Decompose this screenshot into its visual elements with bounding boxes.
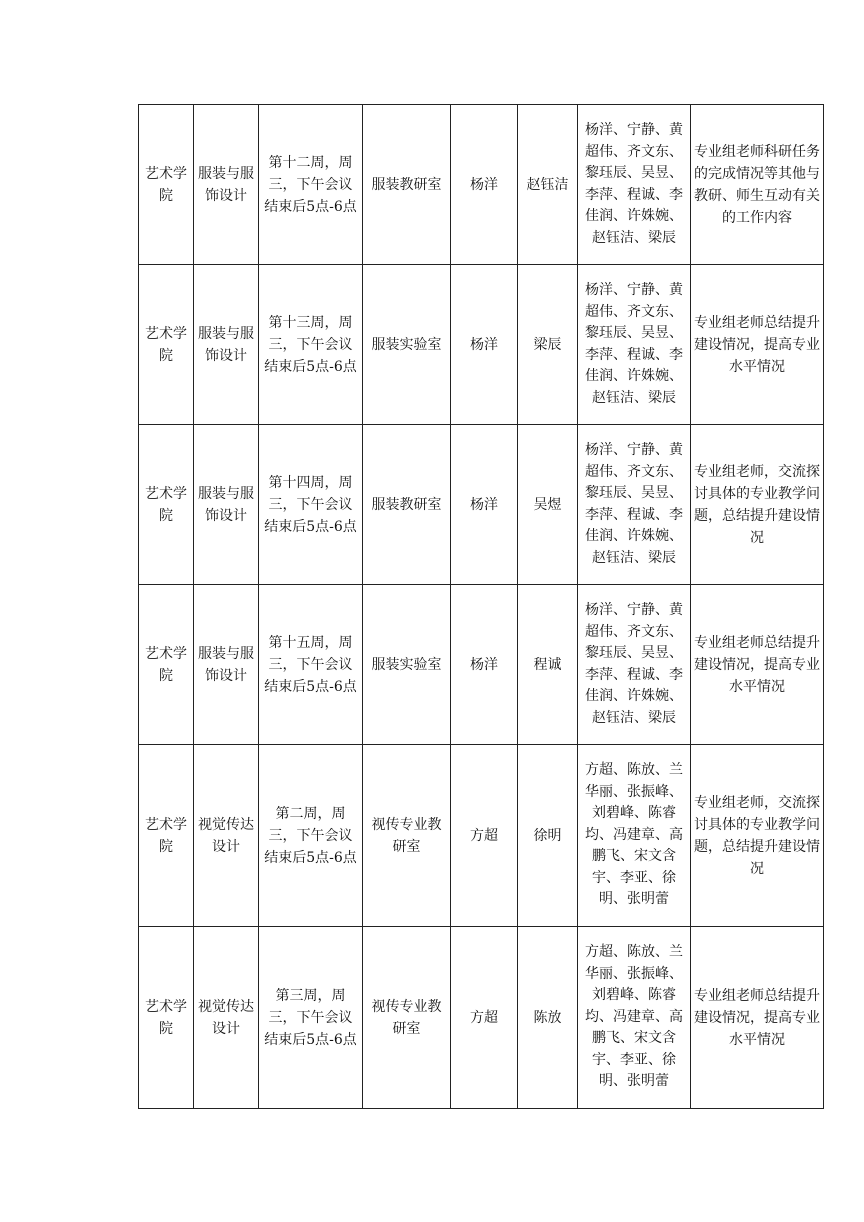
leader-cell: 方超 bbox=[451, 745, 518, 927]
content-cell: 专业组老师，交流探讨具体的专业教学问题，总结提升建设情况 bbox=[691, 425, 824, 585]
major-cell: 服装与服饰设计 bbox=[194, 105, 259, 265]
time-cell: 第三周，周三，下午会议结束后5点-6点 bbox=[259, 927, 363, 1109]
time-cell: 第十四周，周三，下午会议结束后5点-6点 bbox=[259, 425, 363, 585]
college-cell: 艺术学院 bbox=[139, 927, 194, 1109]
major-cell: 服装与服饰设计 bbox=[194, 265, 259, 425]
location-cell: 服装实验室 bbox=[363, 265, 451, 425]
content-cell: 专业组老师，交流探讨具体的专业教学问题，总结提升建设情况 bbox=[691, 745, 824, 927]
leader-cell: 方超 bbox=[451, 927, 518, 1109]
table-row bbox=[139, 265, 824, 425]
time-cell: 第十三周，周三，下午会议结束后5点-6点 bbox=[259, 265, 363, 425]
members-cell: 方超、陈放、兰华丽、张振峰、刘碧峰、陈睿均、冯建章、高鹏飞、宋文含宇、李亚、徐明、张明蕾 bbox=[578, 745, 691, 927]
recorder-cell: 陈放 bbox=[518, 927, 578, 1109]
recorder-cell: 梁辰 bbox=[518, 265, 578, 425]
recorder-cell: 徐明 bbox=[518, 745, 578, 927]
recorder-cell: 赵钰洁 bbox=[518, 105, 578, 265]
location-cell: 服装实验室 bbox=[363, 585, 451, 745]
time-cell: 第二周，周三，下午会议结束后5点-6点 bbox=[259, 745, 363, 927]
college-cell: 艺术学院 bbox=[139, 265, 194, 425]
members-cell: 杨洋、宁静、黄超伟、齐文东、黎珏辰、吴昱、李萍、程诚、李佳润、许姝婉、赵钰洁、梁辰 bbox=[578, 425, 691, 585]
time-cell: 第十五周，周三，下午会议结束后5点-6点 bbox=[259, 585, 363, 745]
recorder-cell: 吴煜 bbox=[518, 425, 578, 585]
table-row bbox=[139, 425, 824, 585]
location-cell: 服装教研室 bbox=[363, 425, 451, 585]
major-cell: 视觉传达设计 bbox=[194, 745, 259, 927]
major-cell: 服装与服饰设计 bbox=[194, 585, 259, 745]
recorder-cell: 程诚 bbox=[518, 585, 578, 745]
college-cell: 艺术学院 bbox=[139, 745, 194, 927]
members-cell: 方超、陈放、兰华丽、张振峰、刘碧峰、陈睿均、冯建章、高鹏飞、宋文含宇、李亚、徐明、张明蕾 bbox=[578, 927, 691, 1109]
content-cell: 专业组老师科研任务的完成情况等其他与教研、师生互动有关的工作内容 bbox=[691, 105, 824, 265]
content-cell: 专业组老师总结提升建设情况，提高专业水平情况 bbox=[691, 585, 824, 745]
college-cell: 艺术学院 bbox=[139, 425, 194, 585]
members-cell: 杨洋、宁静、黄超伟、齐文东、黎珏辰、吴昱、李萍、程诚、李佳润、许姝婉、赵钰洁、梁辰 bbox=[578, 105, 691, 265]
members-cell: 杨洋、宁静、黄超伟、齐文东、黎珏辰、吴昱、李萍、程诚、李佳润、许姝婉、赵钰洁、梁辰 bbox=[578, 585, 691, 745]
college-cell: 艺术学院 bbox=[139, 105, 194, 265]
location-cell: 视传专业教研室 bbox=[363, 927, 451, 1109]
table-row bbox=[139, 105, 824, 265]
members-cell: 杨洋、宁静、黄超伟、齐文东、黎珏辰、吴昱、李萍、程诚、李佳润、许姝婉、赵钰洁、梁辰 bbox=[578, 265, 691, 425]
college-cell: 艺术学院 bbox=[139, 585, 194, 745]
leader-cell: 杨洋 bbox=[451, 425, 518, 585]
major-cell: 服装与服饰设计 bbox=[194, 425, 259, 585]
table-row bbox=[139, 927, 824, 1109]
leader-cell: 杨洋 bbox=[451, 585, 518, 745]
leader-cell: 杨洋 bbox=[451, 265, 518, 425]
leader-cell: 杨洋 bbox=[451, 105, 518, 265]
location-cell: 服装教研室 bbox=[363, 105, 451, 265]
time-cell: 第十二周，周三，下午会议结束后5点-6点 bbox=[259, 105, 363, 265]
table-row bbox=[139, 585, 824, 745]
content-cell: 专业组老师总结提升建设情况，提高专业水平情况 bbox=[691, 265, 824, 425]
table-row bbox=[139, 745, 824, 927]
location-cell: 视传专业教研室 bbox=[363, 745, 451, 927]
schedule-table bbox=[138, 104, 824, 1109]
content-cell: 专业组老师总结提升建设情况，提高专业水平情况 bbox=[691, 927, 824, 1109]
major-cell: 视觉传达设计 bbox=[194, 927, 259, 1109]
